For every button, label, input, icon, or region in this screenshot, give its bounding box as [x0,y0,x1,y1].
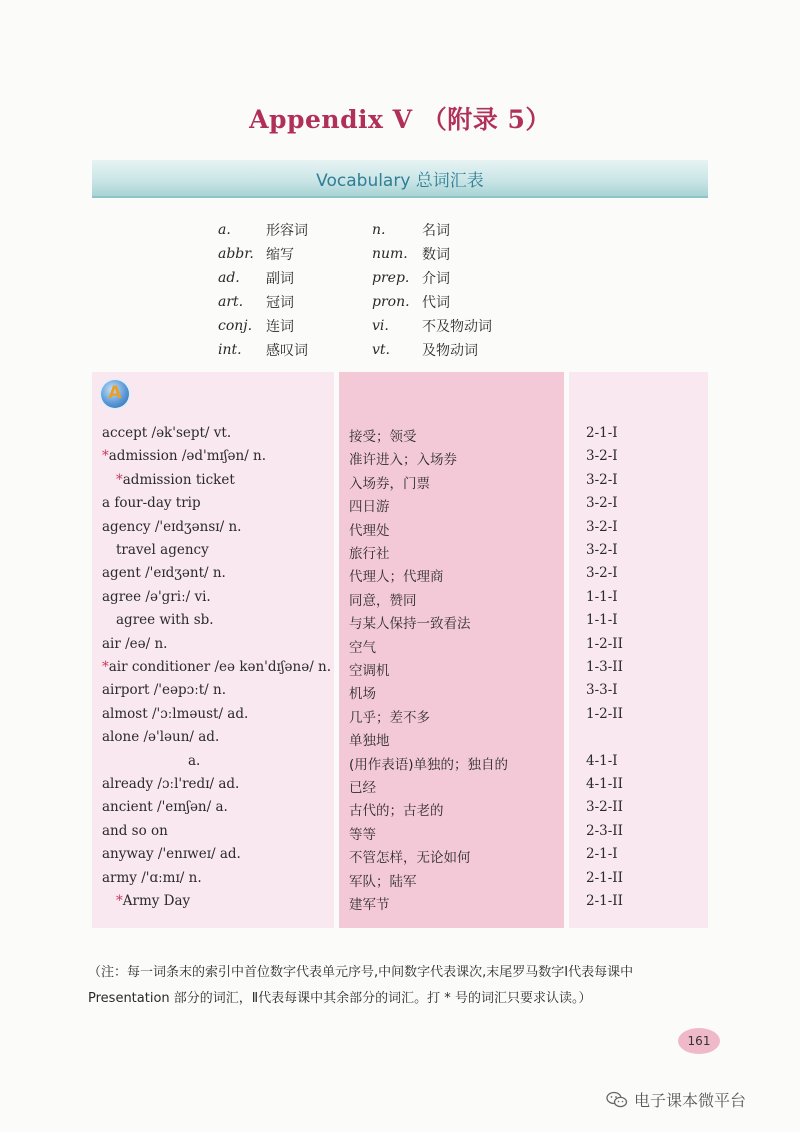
vocab-row [0,776,800,799]
vocab-word-text: agree with sb. [116,612,214,629]
vocab-index: 2-1-II [586,869,623,886]
vocab-word [102,425,231,441]
star-mark: * [102,659,109,675]
abbreviation-b: n. [372,222,386,238]
vocab-word [102,776,239,792]
vocab-word [188,753,200,769]
watermark [606,1088,746,1111]
abbreviation-row [218,338,532,362]
abbreviation-a: conj. [218,318,253,334]
vocab-word [102,448,266,464]
vocab-index: 3-2-I [586,518,618,535]
abbreviation-a-cn: 副词 [266,271,294,287]
vocab-row [0,425,800,448]
vocab-word-text: almost /'ɔːlməust/ ad. [102,705,249,722]
vocab-word [102,682,226,698]
vocab-word [102,519,241,535]
abbreviation-row [218,218,532,242]
abbreviation-a: a. [218,222,231,238]
vocab-index: 4-1-I [586,752,618,769]
abbreviation-b-cn: 名词 [422,223,450,239]
abbreviation-b: vi. [372,318,389,334]
vocab-index: 2-1-I [586,425,618,441]
abbreviation-row [218,242,532,266]
vocab-meaning: 四日游 [349,499,390,516]
vocab-meaning: 空气 [349,639,376,656]
abbreviation-b: vt. [372,342,390,358]
vocab-index: 1-2-II [586,635,623,652]
vocab-word [102,495,201,511]
vocab-word-text: Army Day [122,893,191,909]
abbreviation-b-cn: 数词 [422,247,450,263]
vocab-row [0,893,800,916]
vocab-word [116,472,235,488]
vocab-row [0,636,800,659]
vocab-row [0,472,800,495]
vocab-meaning: 军队；陆军 [349,873,417,890]
abbreviation-a: abbr. [218,246,254,262]
vocab-word [102,799,228,815]
vocab-index: 1-1-I [586,612,618,629]
vocab-meaning: 入场券，门票 [349,475,430,492]
vocab-word [102,589,211,605]
vocab-row [0,659,800,682]
abbreviation-a-cn: 连词 [266,319,294,335]
vocab-row [0,846,800,869]
abbreviation-a: int. [218,342,242,358]
vocab-word [102,729,219,745]
vocab-index: 1-1-I [586,588,618,605]
vocab-index: 1-2-II [586,705,623,722]
vocab-meaning: 准许进入；入场券 [349,452,457,469]
vocab-word-text: agree /ə'griː/ vi. [102,588,211,605]
abbreviation-row [218,266,532,290]
vocab-word [116,542,209,558]
vocab-index: 2-3-II [586,822,623,839]
vocab-word [116,612,214,628]
vocab-row [0,448,800,471]
vocab-row [0,823,800,846]
page-number: 161 [678,1028,720,1054]
vocab-meaning: 几乎；差不多 [349,709,430,726]
vocab-meaning: 旅行社 [349,546,390,562]
vocab-word-text: air /eə/ n. [102,635,168,652]
abbreviation-a-cn: 冠词 [266,295,294,311]
vocab-row [0,589,800,612]
abbreviation-b-cn: 及物动词 [422,343,478,359]
abbreviation-b-cn: 不及物动词 [422,319,492,335]
watermark-text: 电子课本微平台 [634,1091,747,1110]
vocab-row [0,753,800,776]
vocab-meaning: 机场 [349,686,376,703]
footnote: （注：每一词条末的索引中首位数字代表单元序号,中间数字代表课次,末尾罗马数字Ⅰ代表每课中 Presentation 部分的词汇，Ⅱ代表每课中其余部分的词汇。打 * 号的词汇只要求认读。） [88,965,634,1006]
vocab-word [116,893,190,909]
vocab-word-text: alone /ə'ləun/ ad. [102,729,220,746]
vocab-meaning: 单独地 [349,733,390,750]
vocab-word-text: air conditioner /eə kən'dɪʃənə/ n. [108,659,332,675]
vocab-word-text: ancient /'eɪnʃən/ a. [102,799,228,816]
vocab-meaning: 古代的；古老的 [349,803,444,820]
vocab-word [102,870,202,886]
vocab-meaning: (用作表语)单独的；独自的 [349,756,509,773]
vocab-index: 3-2-I [586,495,618,512]
banner-title: Vocabulary 总词汇表 [316,171,484,191]
vocab-word [102,636,167,652]
vocab-index: 4-1-II [586,776,623,792]
abbreviation-b-cn: 介词 [422,271,450,287]
vocab-word-text: a four-day trip [102,495,201,512]
vocab-row [0,729,800,752]
star-mark: * [116,471,123,488]
abbreviation-b-cn: 代词 [422,295,450,311]
vocab-word-text: a. [188,752,201,769]
vocab-meaning: 与某人保持一致看法 [349,616,471,633]
vocab-index: 3-2-I [586,565,618,582]
vocab-word-text: army /'ɑːmɪ/ n. [102,869,202,886]
vocab-index: 1-3-II [586,659,623,675]
abbreviation-row [218,314,532,338]
vocab-word-text: and so on [102,822,168,839]
vocab-meaning: 接受；领受 [349,429,417,445]
star-mark: * [116,893,123,909]
vocab-index: 3-2-I [586,448,618,465]
vocab-word-text: anyway /'enɪweɪ/ ad. [102,846,241,863]
vocab-index: 2-1-II [586,893,623,909]
vocab-index: 2-1-I [586,846,618,863]
vocab-meaning: 代理处 [349,522,390,539]
vocab-row [0,706,800,729]
letter-badge-label: A [108,383,122,403]
vocab-word [102,706,248,722]
vocab-meaning: 建军节 [349,897,390,913]
vocab-word-text: admission /əd'mɪʃən/ n. [108,448,267,465]
vocab-meaning: 代理人；代理商 [349,569,444,586]
abbreviation-a: art. [218,294,244,310]
vocab-word-text: airport /'eəpɔːt/ n. [102,682,226,699]
vocab-word [102,659,331,675]
vocab-row [0,870,800,893]
vocab-meaning: 不管怎样，无论如何 [349,850,471,867]
abbreviation-b: num. [372,246,408,262]
abbreviation-a-cn: 缩写 [266,247,294,263]
vocab-word-text: accept /ək'sept/ vt. [102,425,232,441]
abbreviation-b: pron. [372,294,410,310]
vocab-word [102,846,241,862]
vocab-meaning: 空调机 [349,663,390,679]
vocab-index: 3-2-I [586,471,618,488]
vocab-index: 3-2-I [586,542,618,558]
vocab-meaning: 已经 [349,780,376,796]
star-mark: * [102,448,109,465]
wechat-icon [606,1091,628,1109]
section-banner [92,160,708,198]
abbreviation-a: ad. [218,270,240,286]
vocab-word-text: agent /'eɪdʒənt/ n. [102,565,226,582]
vocab-row [0,542,800,565]
vocab-word-text: travel agency [116,542,209,558]
vocab-row [0,799,800,822]
letter-a-badge [101,380,129,408]
vocab-row [0,612,800,635]
vocab-row [0,519,800,542]
abbreviation-row [218,290,532,314]
vocab-row [0,565,800,588]
vocab-index: 3-2-II [586,799,623,816]
abbreviation-b: prep. [372,270,410,286]
abbreviation-a-cn: 形容词 [266,223,308,239]
vocab-meaning: 同意，赞同 [349,592,417,609]
vocab-word-text: agency /'eɪdʒənsɪ/ n. [102,518,242,535]
vocab-row [0,682,800,705]
vocab-word-text: admission ticket [122,471,235,488]
page-title: Appendix V （附录 5） [249,105,551,134]
abbreviation-a-cn: 感叹词 [266,343,308,359]
vocab-meaning: 等等 [349,826,376,843]
vocab-word-text: already /ɔːl'redɪ/ ad. [102,776,240,792]
vocab-row [0,495,800,518]
vocab-word [102,823,168,839]
vocab-index: 3-3-I [586,682,618,699]
vocab-word [102,565,226,581]
abbreviation-table [218,218,532,362]
